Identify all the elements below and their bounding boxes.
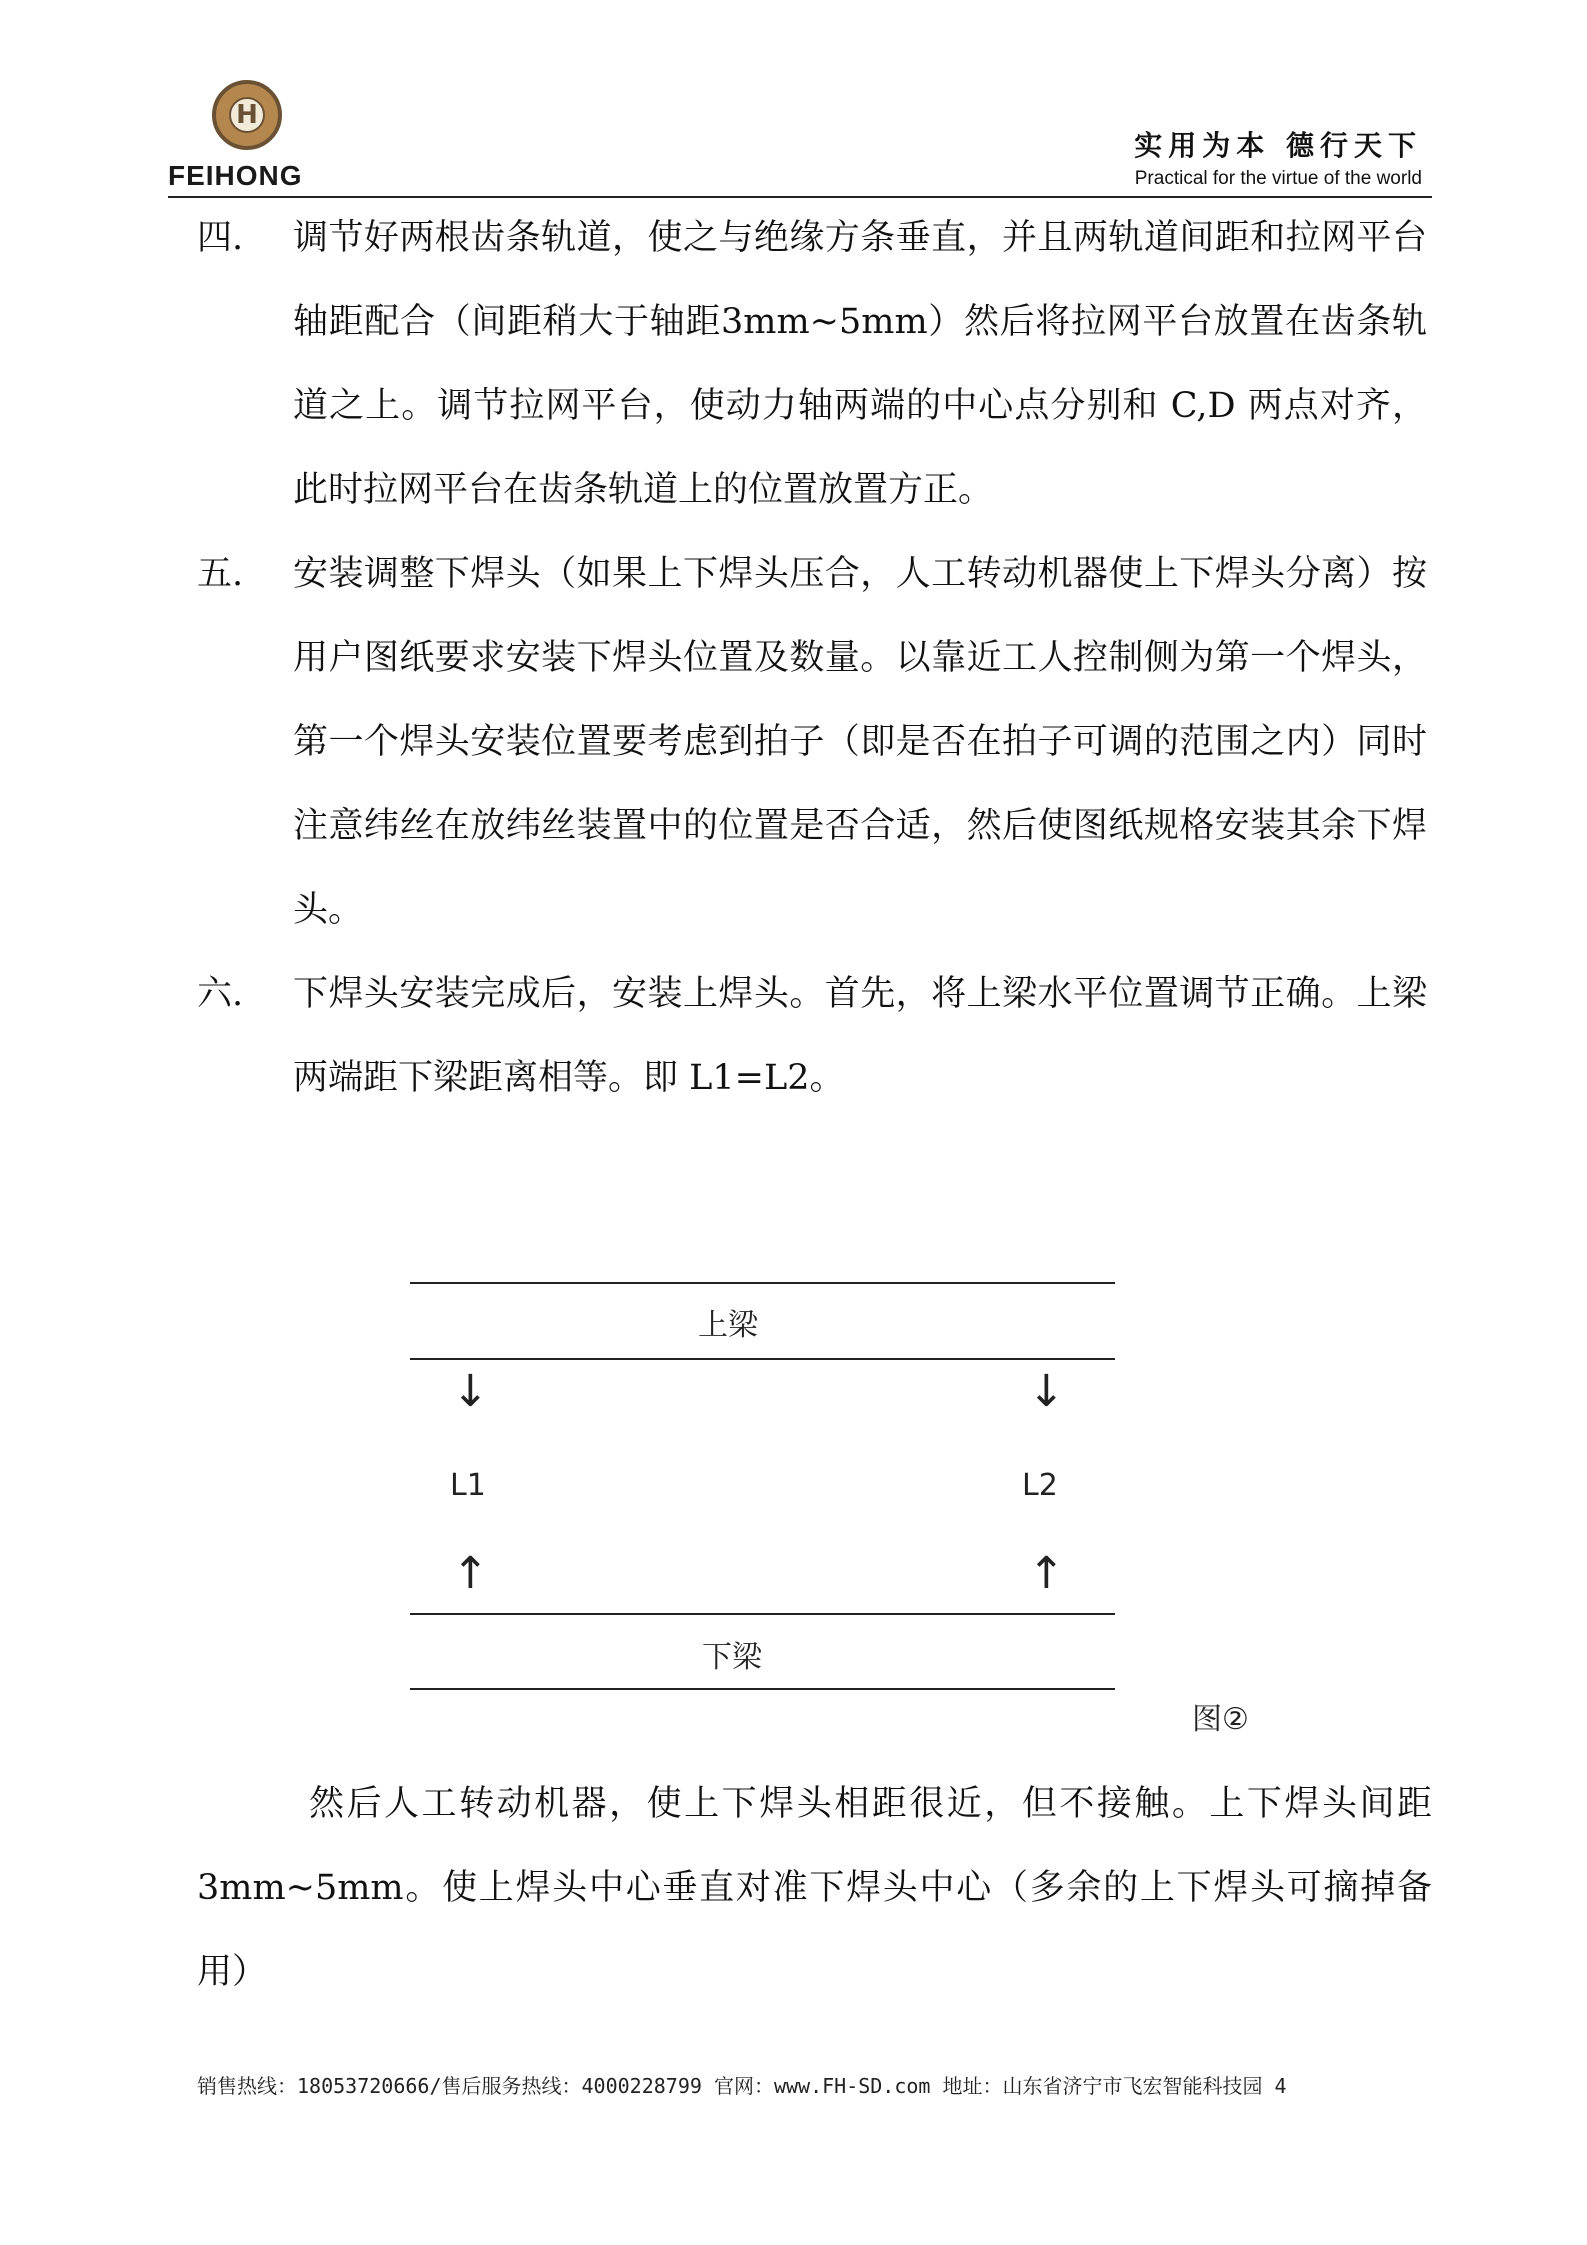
closing-paragraph: 然后人工转动机器，使上下焊头相距很近，但不接触。上下焊头间距3mm~5mm。使上焊头中心垂直对准下焊头中心（多余的上下焊头可摘掉备用） bbox=[197, 1784, 1432, 1992]
paragraph-6 bbox=[197, 952, 1427, 1120]
header-motto: 实用为本 德行天下 bbox=[1134, 129, 1422, 162]
arrow-up-icon: ↑ bbox=[452, 1548, 489, 1599]
header-motto-en: Practical for the virtue of the world bbox=[1134, 168, 1422, 189]
figure-caption: 图② bbox=[1192, 1702, 1249, 1737]
bottom-beam-upper-line bbox=[410, 1613, 1115, 1615]
logo-emblem bbox=[212, 80, 282, 150]
arrow-down-icon: ↓ bbox=[452, 1366, 489, 1417]
top-beam-upper-line bbox=[410, 1282, 1115, 1284]
paragraph-number: 五. bbox=[197, 554, 244, 594]
paragraph-text: 下焊头安装完成后，安装上焊头。首先，将上梁水平位置调节正确。上梁两端距下梁距离相等。即 L1=L2。 bbox=[293, 974, 1427, 1098]
right-distance-label: L2 bbox=[1022, 1468, 1058, 1503]
company-logo bbox=[168, 80, 338, 195]
page-footer: 销售热线：18053720666/售后服务热线：4000228799 官网：www.FH-SD.com 地址：山东省济宁市飞宏智能科技园 4 bbox=[197, 2074, 1287, 2098]
top-beam-lower-line bbox=[410, 1358, 1115, 1360]
beam-diagram bbox=[410, 1270, 1115, 1700]
arrow-down-icon: ↓ bbox=[1028, 1366, 1065, 1417]
left-distance-label: L1 bbox=[450, 1468, 486, 1503]
paragraph-number: 四. bbox=[197, 218, 244, 258]
logo-text: FEIHONG bbox=[168, 160, 303, 191]
bottom-beam-lower-line bbox=[410, 1688, 1115, 1690]
paragraph-number: 六. bbox=[197, 974, 244, 1014]
logo-mark: H bbox=[229, 97, 265, 133]
paragraph-text: 调节好两根齿条轨道，使之与绝缘方条垂直，并且两轨道间距和拉网平台轴距配合（间距稍大于轴距3mm~5mm）然后将拉网平台放置在齿条轨道之上。调节拉网平台，使动力轴两端的中心点分别和 C,D 两点对齐，此时拉网平台在齿条轨道上的位置放置方正。 bbox=[293, 218, 1427, 510]
top-beam-label: 上梁 bbox=[698, 1308, 758, 1343]
arrow-up-icon: ↑ bbox=[1028, 1548, 1065, 1599]
paragraph-text: 安装调整下焊头（如果上下焊头压合，人工转动机器使上下焊头分离）按用户图纸要求安装下焊头位置及数量。以靠近工人控制侧为第一个焊头，第一个焊头安装位置要考虑到拍子（即是否在拍子可调的范围之内）同时注意纬丝在放纬丝装置中的位置是否合适，然后使图纸规格安装其余下焊头。 bbox=[293, 554, 1427, 930]
bottom-beam-label: 下梁 bbox=[702, 1640, 762, 1675]
paragraph-5 bbox=[197, 532, 1427, 952]
paragraph-4 bbox=[197, 196, 1427, 532]
